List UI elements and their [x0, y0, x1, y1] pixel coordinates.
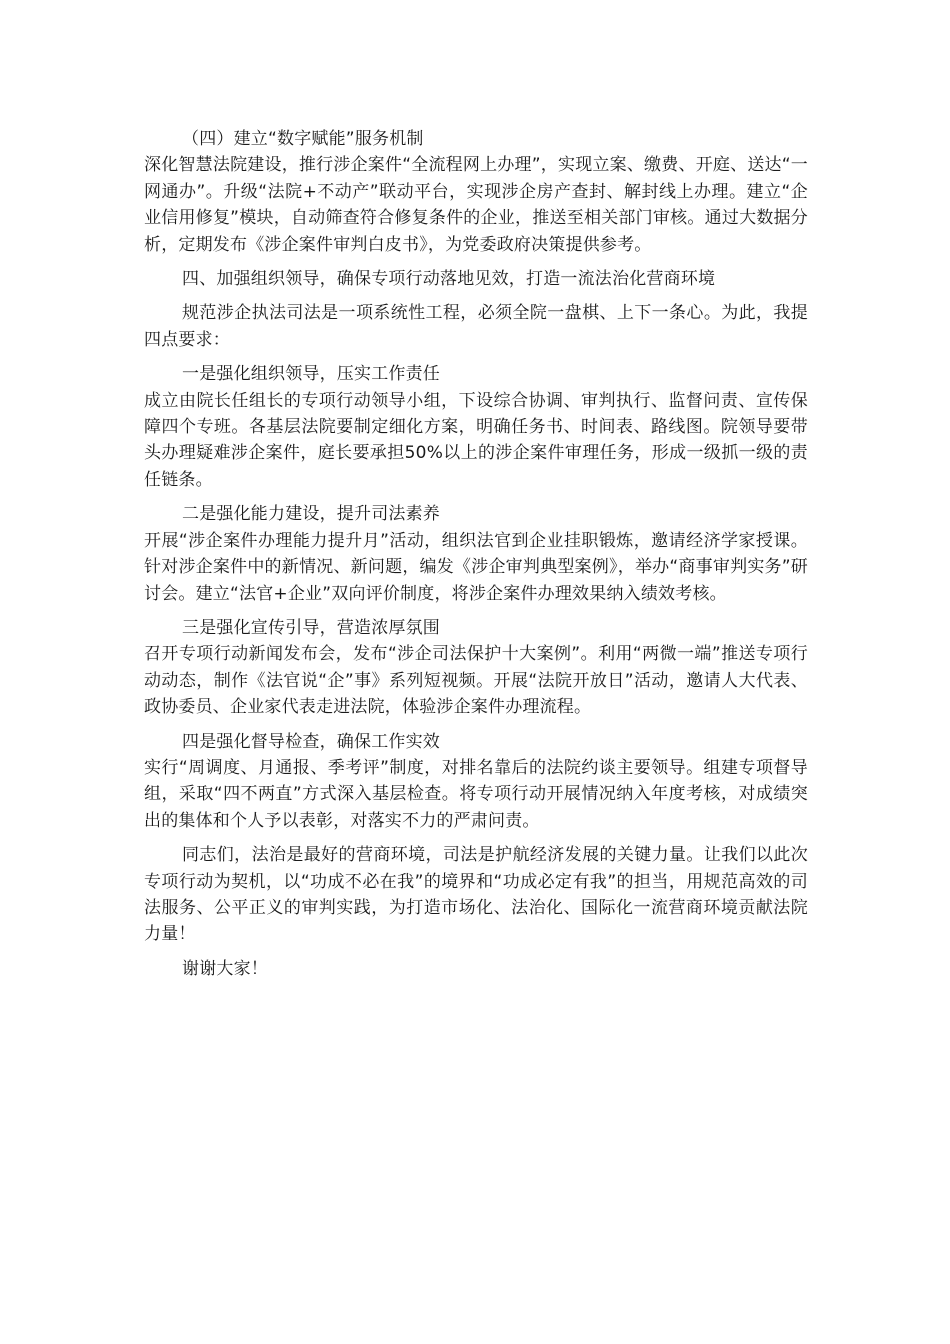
requirement-body-organization: 成立由院长任组长的专项行动领导小组，下设综合协调、审判执行、监督问责、宣传保障四个专班。各基层法院要制定细化方案，明确任务书、时间表、路线图。院领导要带头办理疑难涉企案件，庭长要承担50%以上的涉企案件审理任务，形成一级抓一级的责任链条。: [144, 390, 808, 490]
requirement-body-capability: 开展“涉企案件办理能力提升月”活动，组织法官到企业挂职锻炼，邀请经济学家授课。针对涉企案件中的新情况、新问题，编发《涉企审判典型案例》，举办“商事审判实务”研讨会。建立“法官+企业”双向评价制度，将涉企案件办理效果纳入绩效考核。: [144, 530, 808, 604]
requirement-body-publicity: 召开专项行动新闻发布会，发布“涉企司法保护十大案例”。利用“两微一端”推送专项行动动态，制作《法官说“企”事》系列短视频。开展“法院开放日”活动，邀请人大代表、政协委员、企业家代表走进法院，体验涉企案件办理流程。: [144, 644, 808, 718]
section-heading-digital-empowerment: （四）建立“数字赋能”服务机制: [182, 129, 424, 149]
requirement-heading-supervision: 四是强化督导检查，确保工作实效: [182, 731, 440, 752]
document-content: [144, 126, 808, 982]
conclusion-paragraph: 同志们，法治是最好的营商环境，司法是护航经济发展的关键力量。让我们以此次专项行动为契机，以“功成不必在我”的境界和“功成必定有我”的担当，用规范高效的司法服务、公平正义的审判实践，为打造市场化、法治化、国际化一流营商环境贡献法院力量！: [144, 845, 808, 945]
requirement-heading-capability: 二是强化能力建设，提升司法素养: [182, 504, 440, 525]
requirement-body-supervision: 实行“周调度、月通报、季考评”制度，对排名靠后的法院约谈主要领导。组建专项督导组，采取“四不两直”方式深入基层检查。将专项行动开展情况纳入年度考核，对成绩突出的集体和个人予以表彰，对落实不力的严肃问责。: [144, 757, 808, 831]
requirement-heading-organization: 一是强化组织领导，压实工作责任: [182, 364, 440, 385]
part-four-title: 四、加强组织领导，确保专项行动落地见效，打造一流法治化营商环境: [182, 269, 716, 290]
section-body-digital-empowerment: 深化智慧法院建设，推行涉企案件“全流程网上办理”，实现立案、缴费、开庭、送达“一网通办”。升级“法院+不动产”联动平台，实现涉企房产查封、解封线上办理。建立“企业信用修复”模块，自动筛查符合修复条件的企业，推送至相关部门审核。通过大数据分析，定期发布《涉企案件审判白皮书》，为党委政府决策提供参考。: [144, 155, 808, 255]
closing-remark: 谢谢大家！: [182, 958, 268, 979]
part-four-intro: 规范涉企执法司法是一项系统性工程，必须全院一盘棋、上下一条心。为此，我提四点要求：: [144, 303, 808, 350]
requirement-heading-publicity: 三是强化宣传引导，营造浓厚氛围: [182, 617, 440, 638]
